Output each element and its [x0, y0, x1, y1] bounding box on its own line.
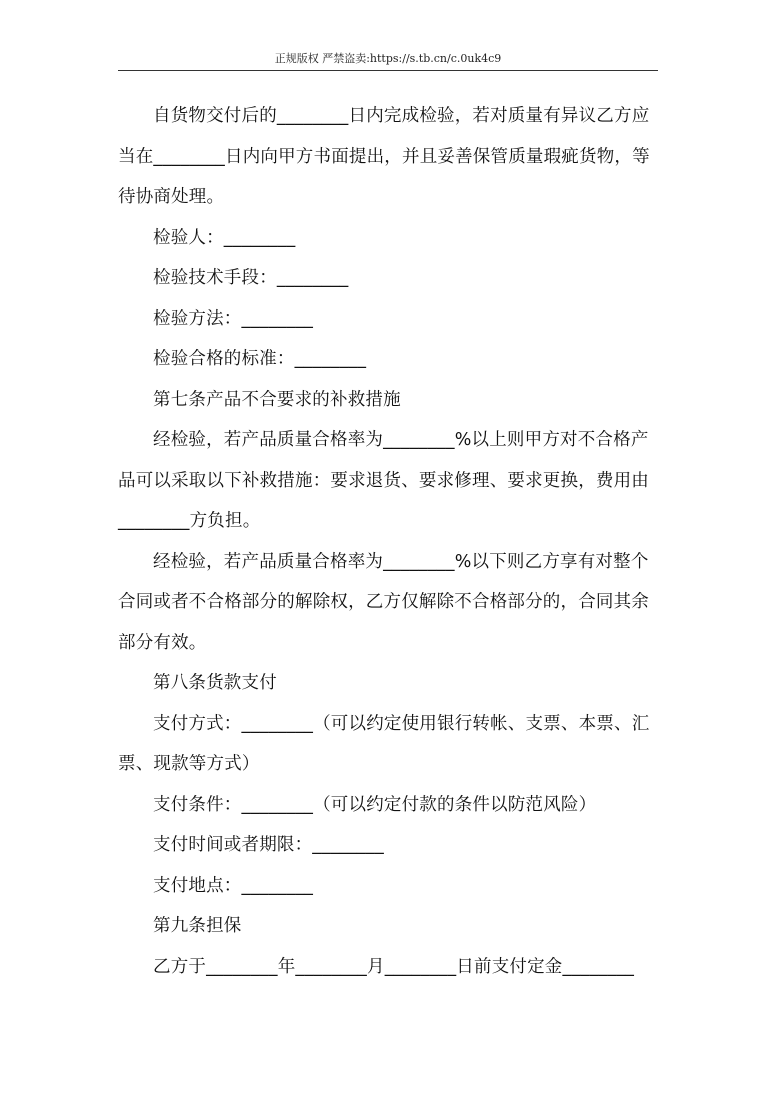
paragraph-inspection-technique: 检验技术手段：________	[153, 268, 349, 288]
heading-article-7: 第七条产品不合要求的补救措施	[153, 389, 401, 410]
paragraph-inspection-period: 自货物交付后的________日内完成检验，若对质量有异议乙方应当在________日内向甲方书面提出，并且妥善保管质量瑕疵货物，等待协商处理。	[118, 106, 650, 207]
header-divider	[118, 70, 658, 71]
paragraph-payment-location: 支付地点：________	[153, 875, 314, 896]
paragraph-deposit: 乙方于________年________月________日前支付定金________	[153, 956, 635, 977]
paragraph-payment-conditions: 支付条件：________（可以约定付款的条件以防范风险）	[153, 794, 597, 815]
paragraph-payment-method: 支付方式：________（可以约定使用银行转帐、支票、本票、汇票、现款等方式）	[118, 713, 650, 774]
heading-article-8: 第八条货款支付	[153, 673, 277, 693]
paragraph-remedy-above: 经检验，若产品质量合格率为________%以上则甲方对不合格产品可以采取以下补救措施：要求退货、要求修理、要求更换，费用由________方负担。	[118, 430, 649, 531]
document-body	[118, 96, 663, 987]
page-header: 正规版权 严禁盗卖:https://s.tb.cn/c.0uk4c9	[274, 52, 502, 65]
paragraph-inspector: 检验人：________	[153, 227, 296, 248]
heading-article-9: 第九条担保	[153, 916, 242, 936]
paragraph-inspection-method: 检验方法：________	[153, 308, 314, 329]
paragraph-inspection-standard: 检验合格的标准：________	[153, 349, 367, 369]
paragraph-payment-deadline: 支付时间或者期限：________	[153, 835, 384, 855]
paragraph-remedy-below: 经检验，若产品质量合格率为________%以下则乙方享有对整个合同或者不合格部分的解除权，乙方仅解除不合格部分的，合同其余部分有效。	[118, 551, 649, 653]
